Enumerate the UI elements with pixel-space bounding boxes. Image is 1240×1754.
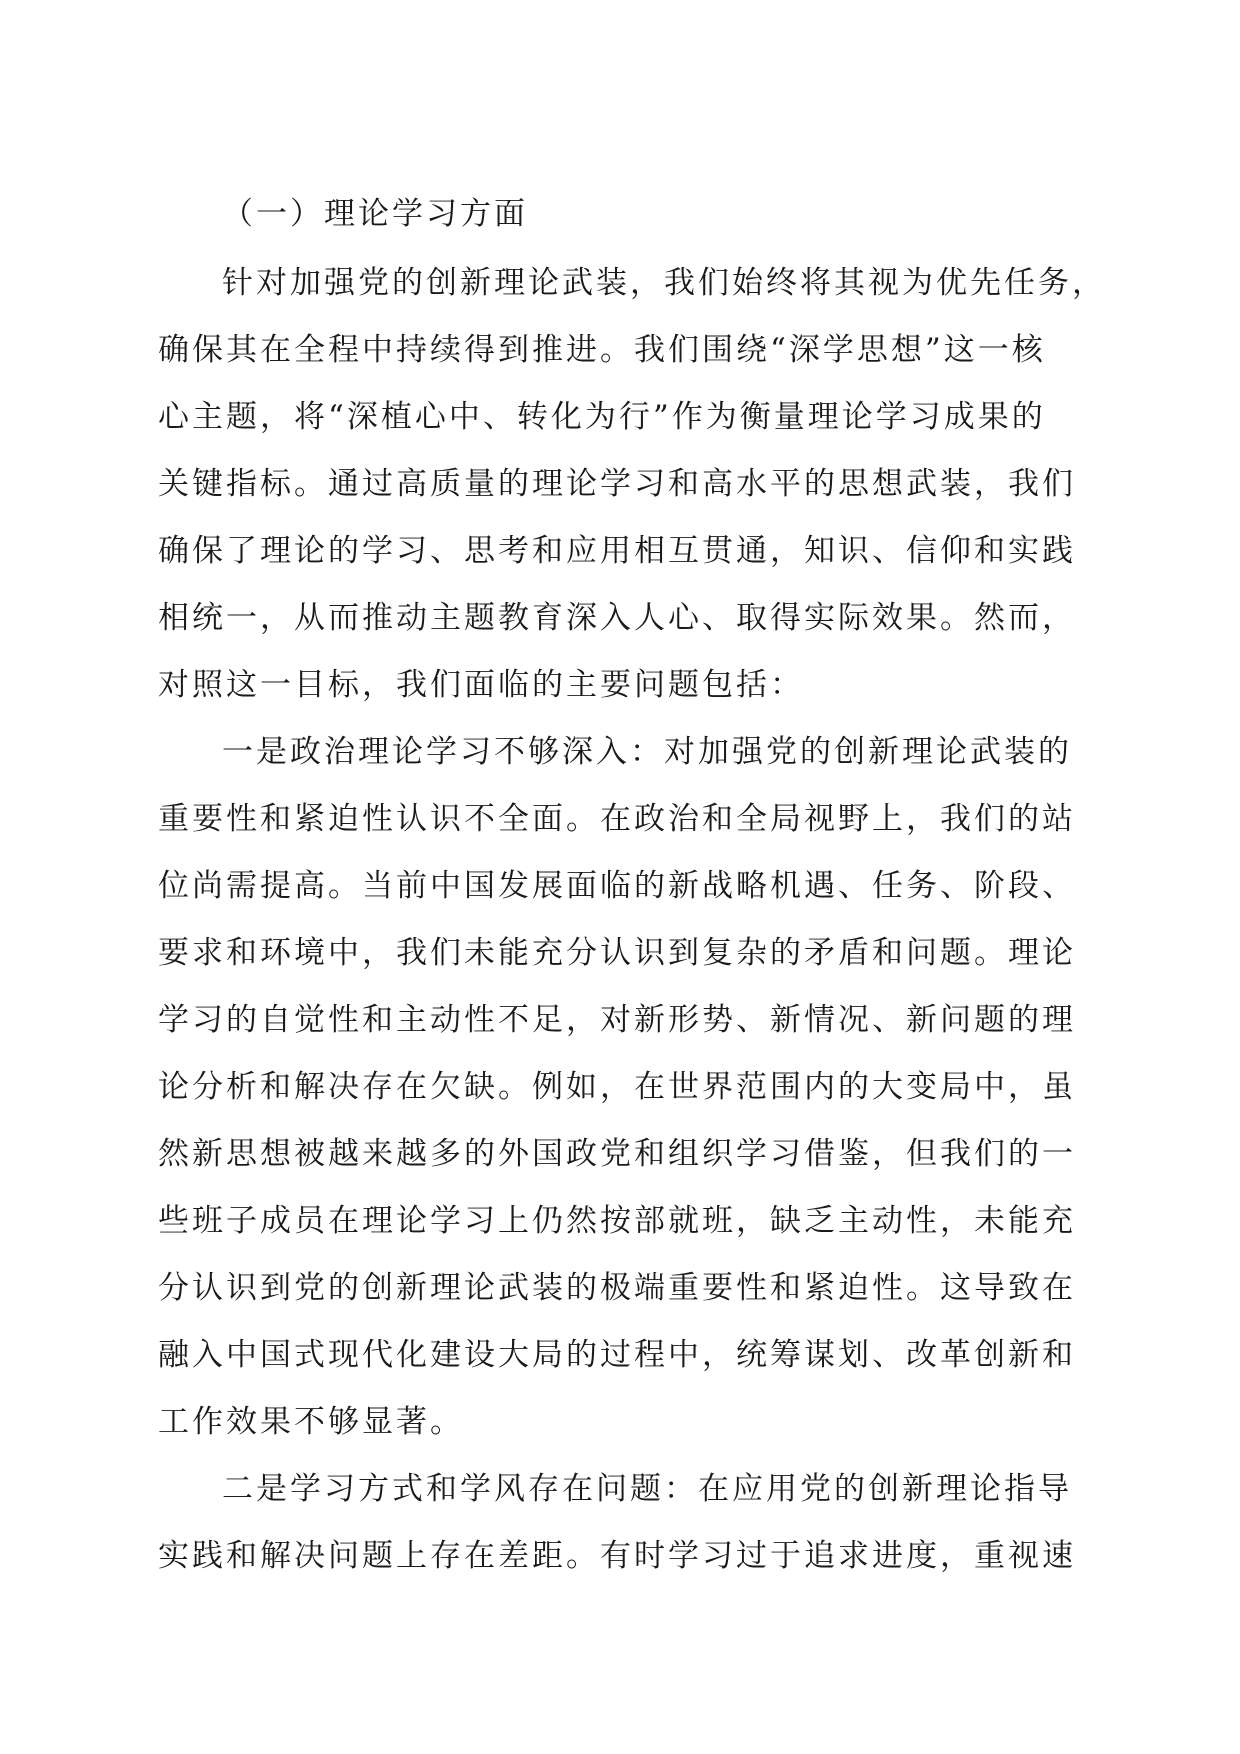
- paragraph-2-line-10: 融入中国式现代化建设大局的过程中，统筹谋划、改革创新和: [158, 1337, 1076, 1373]
- paragraph-2-line-3: 位尚需提高。当前中国发展面临的新战略机遇、任务、阶段、: [158, 868, 1076, 904]
- section-heading: （一）理论学习方面: [222, 196, 528, 232]
- paragraph-2-line-9: 分认识到党的创新理论武装的极端重要性和紧迫性。这导致在: [158, 1270, 1076, 1306]
- paragraph-2-line-4: 要求和环境中，我们未能充分认识到复杂的矛盾和问题。理论: [158, 935, 1076, 971]
- paragraph-1-line-2: 确保其在全程中持续得到推进。我们围绕“深学思想”这一核: [158, 332, 1046, 368]
- paragraph-2-line-7: 然新思想被越来越多的外国政党和组织学习借鉴，但我们的一: [158, 1136, 1076, 1172]
- paragraph-1-line-7: 对照这一目标，我们面临的主要问题包括：: [158, 667, 804, 703]
- paragraph-2-line-11: 工作效果不够显著。: [158, 1404, 464, 1440]
- paragraph-1-line-5: 确保了理论的学习、思考和应用相互贯通，知识、信仰和实践: [158, 533, 1076, 569]
- paragraph-2-line-2: 重要性和紧迫性认识不全面。在政治和全局视野上，我们的站: [158, 801, 1076, 837]
- paragraph-2-line-1: 一是政治理论学习不够深入：对加强党的创新理论武装的: [222, 734, 1072, 770]
- paragraph-1-line-4: 关键指标。通过高质量的理论学习和高水平的思想武装，我们: [158, 466, 1076, 502]
- paragraph-1-line-6: 相统一，从而推动主题教育深入人心、取得实际效果。然而，: [158, 600, 1076, 636]
- paragraph-3-line-1: 二是学习方式和学风存在问题：在应用党的创新理论指导: [222, 1471, 1072, 1507]
- paragraph-1-line-1: 针对加强党的创新理论武装，我们始终将其视为优先任务，: [222, 265, 1106, 301]
- paragraph-2-line-6: 论分析和解决存在欠缺。例如，在世界范围内的大变局中，虽: [158, 1069, 1076, 1105]
- paragraph-1-line-3: 心主题，将“深植心中、转化为行”作为衡量理论学习成果的: [158, 399, 1046, 435]
- paragraph-2-line-5: 学习的自觉性和主动性不足，对新形势、新情况、新问题的理: [158, 1002, 1076, 1038]
- paragraph-3-line-2: 实践和解决问题上存在差距。有时学习过于追求进度，重视速: [158, 1538, 1076, 1574]
- paragraph-2-line-8: 些班子成员在理论学习上仍然按部就班，缺乏主动性，未能充: [158, 1203, 1076, 1239]
